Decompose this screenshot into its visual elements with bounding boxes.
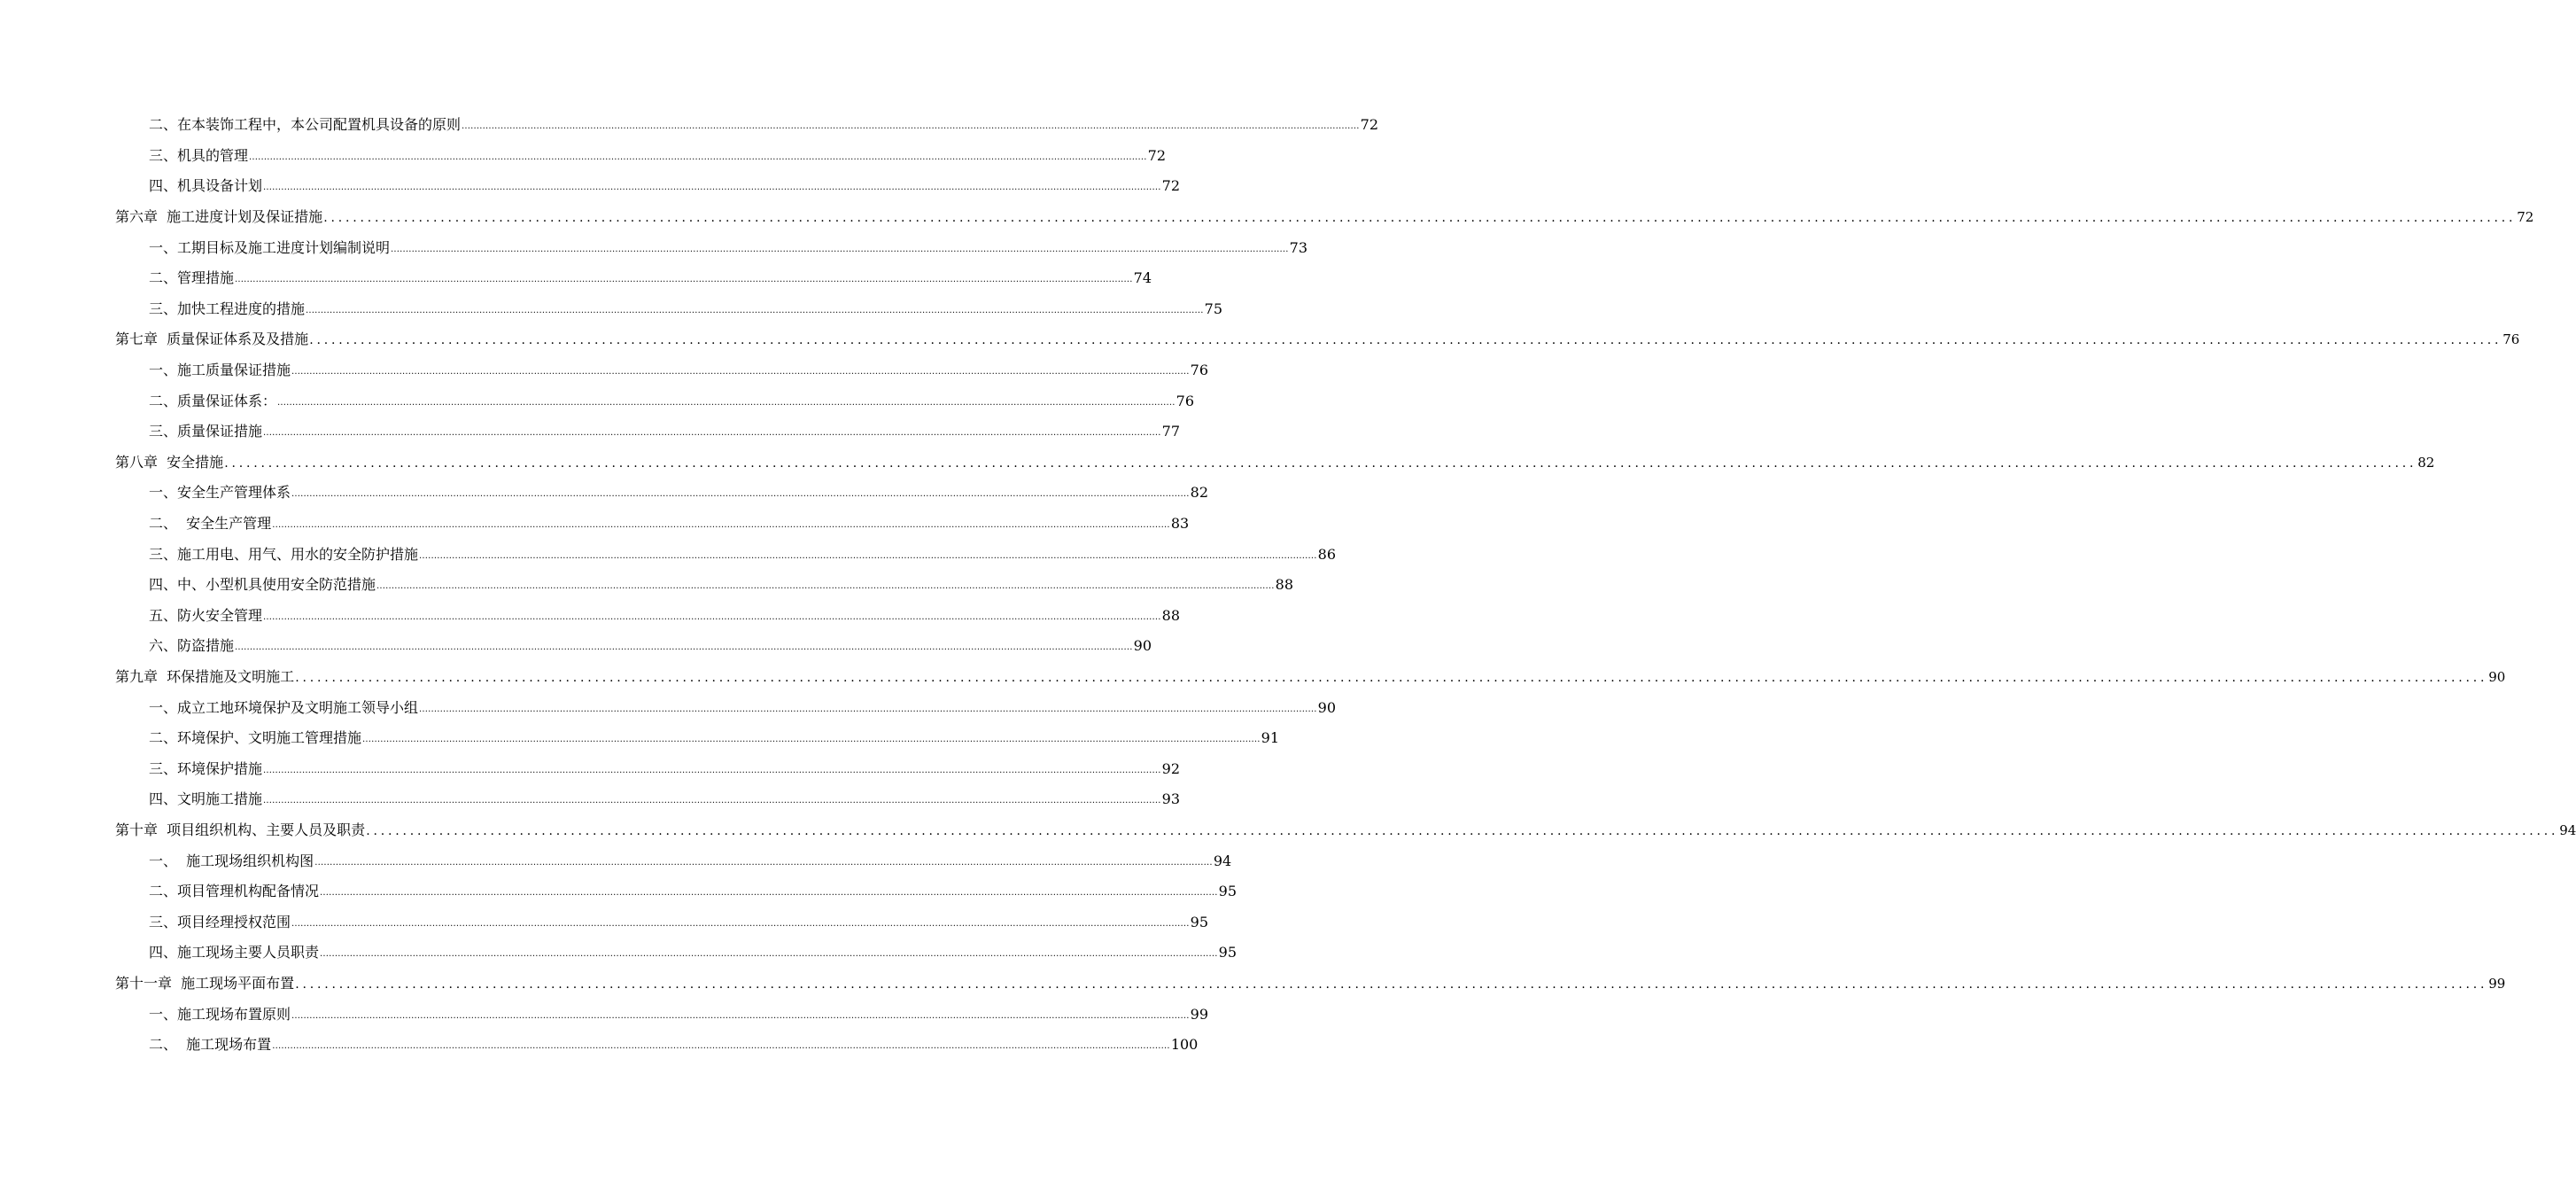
- toc-dot-leader: ............................................................................................................................................................................................................................................................................................................: [277, 397, 1175, 408]
- toc-entry-title: 二、质量保证体系：: [149, 392, 277, 409]
- toc-entry-title: 四、施工现场主要人员职责: [149, 944, 320, 961]
- toc-entry-title: 六、防盗措施: [149, 637, 235, 655]
- toc-dot-leader: ............................................................................................................................................................................................................................................................................................................: [320, 949, 1218, 960]
- toc-page-number: 99: [1190, 1005, 1208, 1023]
- toc-dot-leader: ............................................................................................................................................................................................................................................................................................................: [323, 211, 2517, 226]
- toc-page-number: 93: [1161, 790, 1180, 808]
- toc-page-number: 92: [1161, 759, 1180, 777]
- toc-entry-title: 第七章 质量保证体系及及措施: [115, 331, 309, 348]
- toc-entry-title: 一、安全生产管理体系: [149, 484, 291, 502]
- toc-section-entry[interactable]: [0, 907, 1208, 938]
- toc-dot-leader: ............................................................................................................................................................................................................................................................................................................: [314, 857, 1213, 868]
- toc-entry-title: 第十一章 施工现场平面布置: [115, 974, 295, 992]
- toc-page-number: 91: [1261, 729, 1279, 747]
- toc-section-entry[interactable]: [0, 478, 1208, 509]
- toc-page-number: 76: [2502, 331, 2520, 348]
- toc-entry-title: 三、加快工程进度的措施: [149, 300, 306, 317]
- toc-section-entry[interactable]: [0, 845, 1232, 876]
- toc-section-entry[interactable]: [0, 876, 1237, 907]
- toc-entry-title: 一、 施工现场组织机构图: [149, 852, 314, 869]
- toc-section-entry[interactable]: [0, 171, 1180, 202]
- toc-section-entry[interactable]: [0, 601, 1180, 632]
- toc-page-number: 100: [1170, 1036, 1199, 1054]
- toc-entry-title: 四、中、小型机具使用安全防范措施: [149, 576, 376, 594]
- toc-page-number: 82: [2417, 454, 2435, 471]
- toc-dot-leader: ............................................................................................................................................................................................................................................................................................................: [291, 918, 1190, 929]
- toc-dot-leader: ............................................................................................................................................................................................................................................................................................................: [366, 823, 2559, 838]
- toc-page-number: 86: [1317, 545, 1336, 563]
- toc-dot-leader: ............................................................................................................................................................................................................................................................................................................: [291, 489, 1190, 500]
- toc-section-entry[interactable]: [0, 999, 1208, 1030]
- toc-entry-title: 一、成立工地环境保护及文明施工领导小组: [149, 698, 419, 716]
- toc-dot-leader: ............................................................................................................................................................................................................................................................................................................: [263, 611, 1161, 622]
- toc-section-entry[interactable]: [0, 355, 1208, 386]
- toc-entry-title: 一、工期目标及施工进度计划编制说明: [149, 238, 391, 256]
- toc-section-entry[interactable]: [0, 416, 1180, 448]
- toc-dot-leader: ............................................................................................................................................................................................................................................................................................................: [263, 765, 1161, 775]
- toc-entry-title: 一、施工现场布置原则: [149, 1005, 291, 1023]
- toc-page-number: 99: [2488, 975, 2506, 992]
- toc-page-number: 83: [1170, 515, 1190, 533]
- toc-entry-title: 第九章 环保措施及文明施工: [115, 667, 295, 685]
- toc-section-entry[interactable]: [0, 784, 1180, 815]
- toc-dot-leader: ............................................................................................................................................................................................................................................................................................................: [376, 581, 1275, 592]
- toc-section-entry[interactable]: [0, 692, 1336, 723]
- toc-entry-title: 二、 安全生产管理: [149, 515, 272, 533]
- toc-entry-title: 第十章 项目组织机构、主要人员及职责: [115, 821, 366, 838]
- toc-dot-leader: ............................................................................................................................................................................................................................................................................................................: [295, 670, 2488, 685]
- toc-entry-title: 四、机具设备计划: [149, 177, 263, 195]
- toc-page-number: 94: [1213, 852, 1232, 869]
- toc-section-entry[interactable]: [0, 110, 1378, 141]
- toc-page-number: 95: [1218, 883, 1237, 900]
- toc-section-entry[interactable]: [0, 294, 1222, 325]
- toc-section-entry[interactable]: [0, 385, 1194, 416]
- toc-dot-leader: ............................................................................................................................................................................................................................................................................................................: [272, 1041, 1170, 1052]
- toc-entry-title: 五、防火安全管理: [149, 606, 263, 624]
- toc-page-number: 90: [1133, 637, 1152, 655]
- toc-dot-leader: ............................................................................................................................................................................................................................................................................................................: [224, 455, 2417, 471]
- toc-page-number: 95: [1218, 944, 1237, 961]
- toc-section-entry[interactable]: [0, 263, 1152, 294]
- toc-section-entry[interactable]: [0, 232, 1307, 263]
- toc-chapter-entry[interactable]: [0, 448, 2435, 479]
- toc-dot-leader: ............................................................................................................................................................................................................................................................................................................: [419, 550, 1317, 561]
- toc-dot-leader: ............................................................................................................................................................................................................................................................................................................: [263, 183, 1161, 193]
- toc-entry-title: 二、环境保护、文明施工管理措施: [149, 729, 362, 747]
- toc-dot-leader: ............................................................................................................................................................................................................................................................................................................: [235, 642, 1133, 653]
- toc-page-number: 72: [1161, 177, 1180, 195]
- toc-section-entry[interactable]: [0, 938, 1237, 969]
- toc-dot-leader: ............................................................................................................................................................................................................................................................................................................: [291, 367, 1190, 378]
- table-of-contents: [0, 110, 2576, 1060]
- toc-entry-title: 第八章 安全措施: [115, 453, 224, 471]
- toc-entry-title: 二、 施工现场布置: [149, 1036, 272, 1054]
- toc-page-number: 82: [1190, 484, 1208, 502]
- toc-chapter-entry[interactable]: [0, 969, 2506, 1000]
- toc-page-number: 74: [1133, 269, 1152, 287]
- toc-page-number: 72: [1147, 146, 1166, 164]
- toc-entry-title: 三、项目经理授权范围: [149, 913, 291, 930]
- toc-page-number: 90: [2488, 668, 2506, 685]
- toc-entry-title: 三、质量保证措施: [149, 423, 263, 440]
- toc-entry-title: 一、施工质量保证措施: [149, 362, 291, 379]
- toc-entry-title: 二、项目管理机构配备情况: [149, 883, 320, 900]
- toc-entry-title: 三、环境保护措施: [149, 759, 263, 777]
- toc-section-entry[interactable]: [0, 570, 1293, 601]
- toc-page-number: 88: [1275, 576, 1293, 594]
- toc-page-number: 72: [1360, 116, 1378, 134]
- toc-entry-title: 三、机具的管理: [149, 146, 249, 164]
- toc-dot-leader: ............................................................................................................................................................................................................................................................................................................: [272, 520, 1170, 531]
- toc-page-number: 75: [1204, 300, 1222, 317]
- toc-page-number: 94: [2559, 821, 2576, 838]
- toc-page-number: 90: [1317, 698, 1336, 716]
- toc-dot-leader: ............................................................................................................................................................................................................................................................................................................: [263, 428, 1161, 439]
- toc-dot-leader: ............................................................................................................................................................................................................................................................................................................: [295, 977, 2488, 992]
- toc-entry-title: 第六章 施工进度计划及保证措施: [115, 208, 323, 226]
- toc-entry-title: 二、管理措施: [149, 269, 235, 287]
- toc-chapter-entry[interactable]: [0, 202, 2534, 233]
- toc-section-entry[interactable]: [0, 723, 1279, 754]
- toc-dot-leader: ............................................................................................................................................................................................................................................................................................................: [291, 1010, 1190, 1021]
- toc-page-number: 88: [1161, 606, 1180, 624]
- toc-section-entry[interactable]: [0, 753, 1180, 784]
- toc-page-number: 73: [1289, 238, 1307, 256]
- toc-dot-leader: ............................................................................................................................................................................................................................................................................................................: [306, 305, 1204, 315]
- toc-section-entry[interactable]: [0, 141, 1166, 172]
- toc-dot-leader: ............................................................................................................................................................................................................................................................................................................: [320, 888, 1218, 899]
- toc-section-entry[interactable]: [0, 631, 1152, 662]
- toc-page-number: 76: [1190, 362, 1208, 379]
- toc-dot-leader: ............................................................................................................................................................................................................................................................................................................: [309, 333, 2502, 348]
- toc-chapter-entry[interactable]: [0, 815, 2576, 846]
- toc-page-number: 95: [1190, 913, 1208, 930]
- toc-dot-leader: ............................................................................................................................................................................................................................................................................................................: [391, 244, 1289, 254]
- toc-section-entry[interactable]: [0, 509, 1190, 540]
- toc-chapter-entry[interactable]: [0, 662, 2506, 693]
- toc-entry-title: 三、施工用电、用气、用水的安全防护措施: [149, 545, 419, 563]
- toc-page-number: 77: [1161, 423, 1180, 440]
- toc-dot-leader: ............................................................................................................................................................................................................................................................................................................: [419, 704, 1317, 714]
- toc-dot-leader: ............................................................................................................................................................................................................................................................................................................: [249, 152, 1147, 162]
- toc-dot-leader: ............................................................................................................................................................................................................................................................................................................: [462, 121, 1360, 132]
- toc-section-entry[interactable]: [0, 539, 1336, 570]
- toc-chapter-entry[interactable]: [0, 324, 2520, 355]
- toc-dot-leader: ............................................................................................................................................................................................................................................................................................................: [362, 735, 1261, 745]
- toc-entry-title: 二、在本装饰工程中，本公司配置机具设备的原则: [149, 116, 462, 134]
- toc-page-number: 72: [2517, 209, 2534, 226]
- toc-section-entry[interactable]: [0, 1030, 1199, 1061]
- toc-dot-leader: ............................................................................................................................................................................................................................................................................................................: [263, 796, 1161, 806]
- toc-entry-title: 四、文明施工措施: [149, 790, 263, 808]
- toc-page-number: 76: [1175, 392, 1194, 409]
- toc-dot-leader: ............................................................................................................................................................................................................................................................................................................: [235, 275, 1133, 285]
